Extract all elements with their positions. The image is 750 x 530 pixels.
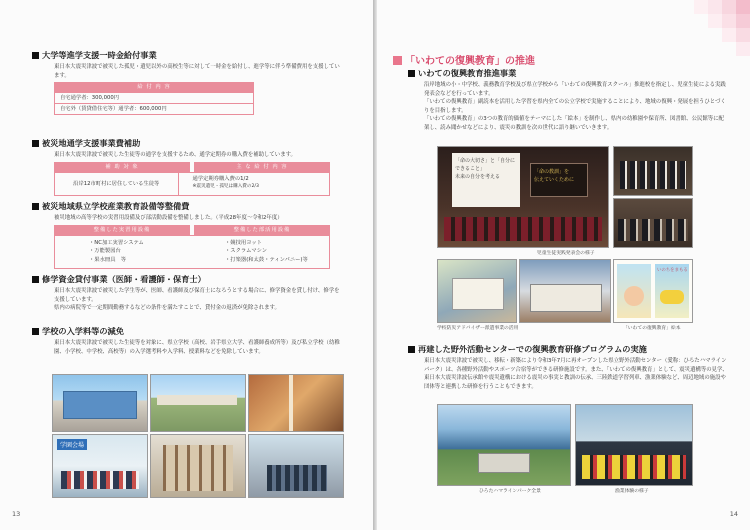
school-building-photo [52,374,148,432]
outdoor-center-aerial-photo [437,404,571,486]
section-title: 被災地域県立学校産業教育設備等整備費 [32,201,344,212]
grant-table [54,82,254,115]
table-header: 補 助 対 象 [54,162,190,172]
section-body: 沿岸地域の小・中学校、義務教育学校及び県立学校から「いわての復興教育スクール」推進校を指定し、児童生徒による実践発表会などを行っています。 [424,82,726,97]
cell-note: ※震災遺児・孤児は購入費の2/3 [192,183,259,189]
section-body: 東日本大震災津波で被災した生徒等の通学を支援するため、通学定期券の購入費を補助しています。 [54,152,296,158]
section-scholarship-loan [32,274,344,313]
screen-line: 「命の大切さ」と「自分にできること」 [455,158,516,172]
students-panel-photo [613,198,693,248]
section-equipment [32,201,344,269]
caption-fishing: 漁業体験の様子 [615,489,649,494]
page-number: 14 [729,510,738,518]
table-row: 自宅通学者：300,000円 [55,93,253,104]
slide-line: 伝えていくために [534,177,575,183]
section-title: 修学資金貸付事業（医師・看護師・保育士） [32,274,344,285]
slide-line: 「命の教訓」を [534,169,570,175]
event-sign: 学園会場 [57,439,87,450]
list-item: ・NC加工実習システム [89,239,144,246]
list-item: ・競技用ヨット [225,239,262,246]
section-fee-exemption [32,326,344,356]
screen-line: 未来の自分を考える [455,174,501,180]
caption-presentation: 児童生徒実践発表会の様子 [537,251,595,256]
right-page [377,0,750,530]
slide-board [530,163,588,197]
projection-screen [452,153,520,207]
main-title: 「いわての復興教育」の推進 [393,52,535,67]
section-title: いわての復興教育推進事業 [408,68,728,79]
table-cell: 沿岸12市町村に居住している生徒等 [55,173,179,195]
table-cell [179,173,330,195]
list-item: ・万能製図台 [89,248,121,255]
book-cover-right [655,264,689,318]
section-body: 東日本大震災津波で被災した生徒等を対象に、県立学校（高校、岩手県立大学、看護師養成所等）及び私立学校（幼稚園、小学校、中学校、高校等）の入学選考料や入学料、授業料などを免除しています。 [54,340,340,355]
picture-book-photo [613,259,693,323]
book-title: いのちをまもる [657,268,688,273]
book-cover-left [617,264,651,318]
classroom-photo [519,259,611,323]
section-body: 東日本大震災津波で被災し、移転・新築により令和3年7月に再オープンした県立野外活動センター（愛称：ひろたハマラインパーク）は、各種野外活動やスポーツ合宿等ができる研修施設です。また、「いわての復興教育」として、震災遺構等の見学、東日本大震災津波伝承館や震災遺構における震災の事実と教訓の伝承、三陸鉄道学習列車、漁業体験など、周辺地域の施設や団体等と連携した研修を行うこともできます。 [424,358,728,390]
table-cell [55,239,193,264]
table-header: 主 な 給 付 内 容 [194,162,330,172]
caption-picture-book: 「いわての復興教育」絵本 [623,326,681,331]
section-title: 被災地通学支援事業費補助 [32,138,344,149]
caption-workshop: 学校防災アドバイザー派遣事業の活用 [437,326,519,331]
workshop-photo [437,259,517,323]
section-reconstruction-education [408,68,728,133]
table-header: 給 付 内 容 [54,82,254,92]
section-body: 東日本大震災津波で被災した孤児・遺児以外の高校生等に対して一時金を給付し、進学等に伴う準備費用を支援しています。 [54,64,340,79]
left-page [0,0,373,530]
school-hall-photo [248,434,344,498]
section-body-3: 「いわての復興教育」の3つの教育的価値をテーマにした「絵本」を制作し、県内の幼稚園や保育所、図書館、公民館等に配架し、読み聞かせなどにより、震災の教訓を次の世代に語り継いでいきます。 [424,116,724,131]
section-body-2: 「いわての復興教育」副読本を活用した学習を県内全ての公立学校で実施することにより、地域の復興・発展を担うひとづくりを目指します。 [424,99,726,114]
section-title: 大学等進学支援一時金給付事業 [32,50,344,61]
decorative-mosaic [640,0,750,70]
table-header: 整備した部活用設備 [194,225,330,235]
section-title: 学校の入学料等の減免 [32,326,344,337]
cell-line: 通学定期券購入費の1/2 [192,175,249,182]
list-item: ・果水冊具 等 [89,256,127,263]
students-stage-photo [613,146,693,196]
section-body: 被災地域の高等学校の実習用設備及び部活動設備を整備しました。（平成28年度～令和2年度） [54,215,283,221]
table-row: 自宅外（賃貸借住宅等）通学者：600,000円 [60,106,167,113]
list-item: ・スクラムマシン [225,248,268,255]
school-event-photo [52,434,148,498]
page-number: 13 [12,510,21,518]
section-title: 再建した野外活動センターでの復興教育研修プログラムの実施 [408,344,728,355]
commute-table [54,162,330,196]
section-university-support [32,50,344,115]
school-field-photo [150,374,246,432]
section-body: 東日本大震災津波で被災した学生等が、医師、看護師及び保育士になろうとする場合に、修学資金を貸し付け、修学を支援しています。 [54,288,340,303]
school-atrium-photo [248,374,344,432]
table-cell [193,239,329,264]
list-item: ・打楽器(和太鼓・ティンパニー)等 [225,256,308,263]
section-commute-support [32,138,344,196]
section-body-2: 県内の病院等で一定期間勤務するなどの条件を満たすことで、貸付金の返済が免除されます。 [54,305,280,312]
school-corridor-photo [150,434,246,498]
section-outdoor-center [408,344,728,391]
presentation-photo [437,146,609,248]
table-header: 整備した実習用設備 [54,225,190,235]
caption-outdoor-center: ひろたハマラインパーク全景 [479,489,541,494]
fishing-experience-photo [575,404,693,486]
equipment-table [54,225,330,269]
